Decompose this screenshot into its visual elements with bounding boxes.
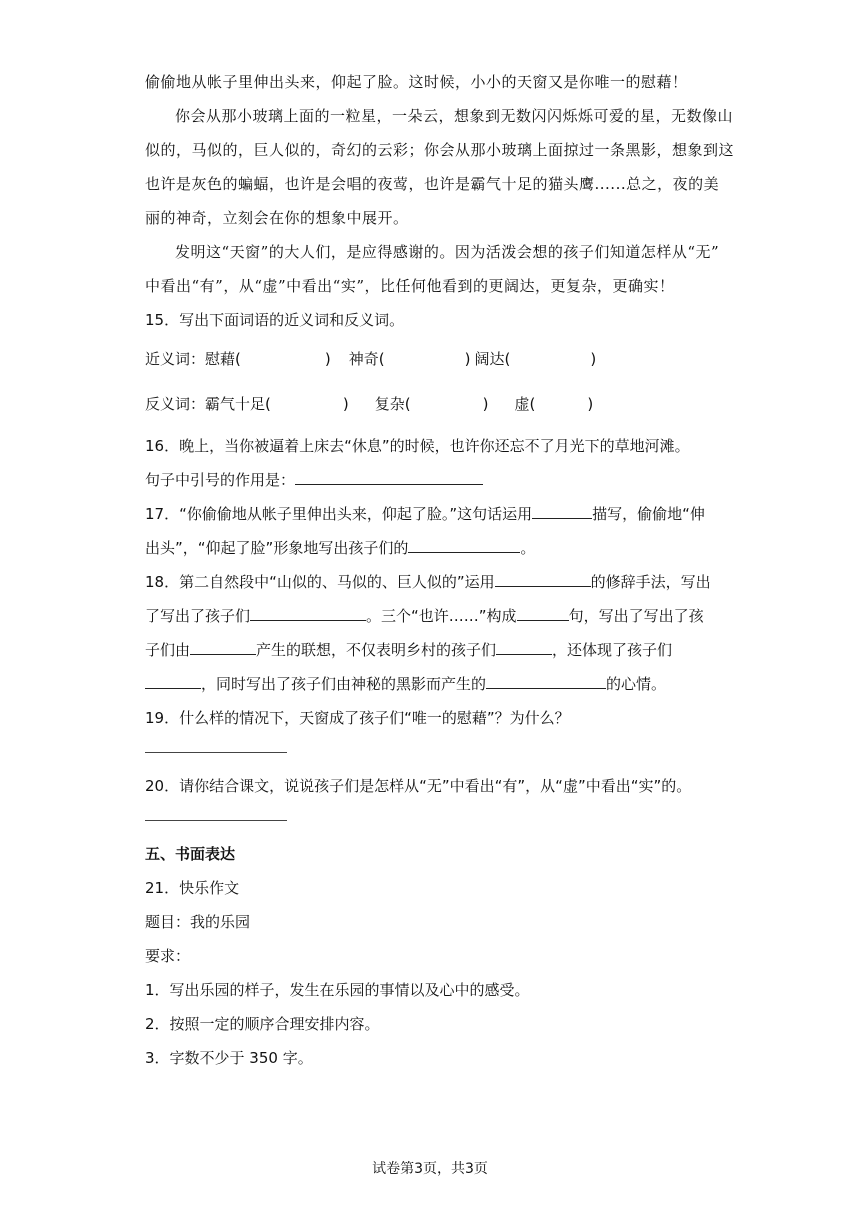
antonym-word: 霸气十足( xyxy=(205,395,271,413)
question-18-line4 xyxy=(145,674,666,694)
question-17-text: 17．“你偷偷地从帐子里伸出头来，仰起了脸。”这句话运用 xyxy=(145,505,533,523)
section-title: 五、书面表达 xyxy=(145,845,236,863)
requirement-item: 3．字数不少于 350 字。 xyxy=(145,1049,313,1067)
page-footer: 试卷第3页，共3页 xyxy=(372,1161,488,1177)
question-17-text: 。 xyxy=(520,539,536,557)
question-21-title: 21．快乐作文 xyxy=(145,879,240,897)
question-17-text: 描写，偷偷地“伸 xyxy=(592,505,705,523)
answer-blank[interactable] xyxy=(190,640,256,655)
answer-blank[interactable] xyxy=(496,640,552,655)
question-20-text: 20．请你结合课文，说说孩子们是怎样从“无”中看出“有”，从“虚”中看出“实”的。 xyxy=(145,777,692,795)
antonym-word: 复杂( xyxy=(374,395,411,413)
requirements-label: 要求： xyxy=(145,947,191,965)
answer-line[interactable] xyxy=(145,820,287,821)
question-18-text: 了写出了孩子们 xyxy=(145,607,251,625)
question-18-text: 的心情。 xyxy=(606,675,667,693)
question-15-title: 15．写出下面词语的近义词和反义词。 xyxy=(145,311,405,329)
passage-line: 也许是灰色的蝙蝠，也许是会唱的夜莺，也许是霸气十足的猫头鹰......总之，夜的美 xyxy=(145,175,720,193)
close-paren: ) xyxy=(342,395,349,413)
antonym-word: 虚( xyxy=(514,395,536,413)
close-paren: ) xyxy=(324,350,331,368)
answer-blank[interactable] xyxy=(495,572,591,587)
answer-blank[interactable] xyxy=(486,674,606,689)
question-17-text: 出头”，“仰起了脸”形象地写出孩子们的 xyxy=(145,539,409,557)
close-paren: ) xyxy=(482,395,489,413)
answer-blank[interactable] xyxy=(532,504,592,519)
question-19-text: 19．什么样的情况下，天窗成了孩子们“唯一的慰藉”？为什么？ xyxy=(145,709,570,727)
antonym-label: 反义词： xyxy=(145,395,206,413)
question-16-prompt xyxy=(145,470,483,490)
answer-blank[interactable] xyxy=(408,538,520,553)
close-paren: ) xyxy=(464,350,471,368)
requirement-item: 1．写出乐园的样子，发生在乐园的事情以及心中的感受。 xyxy=(145,981,530,999)
synonym-label: 近义词： xyxy=(145,350,206,368)
answer-line[interactable] xyxy=(145,752,287,753)
question-17-line1 xyxy=(145,504,705,524)
antonym-row xyxy=(145,394,593,414)
synonym-word: 慰藉( xyxy=(205,350,241,368)
question-18-text: 18．第二自然段中“山似的、马似的、巨人似的”运用 xyxy=(145,573,495,591)
question-18-text: ，还体现了孩子们 xyxy=(552,641,673,659)
requirement-item: 2．按照一定的顺序合理安排内容。 xyxy=(145,1015,380,1033)
passage-line: 似的，马似的，巨人似的，奇幻的云彩；你会从那小玻璃上面掠过一条黑影，想象到这 xyxy=(145,141,735,159)
passage-line: 发明这“天窗”的大人们，是应得感谢的。因为活泼会想的孩子们知道怎样从“无” xyxy=(175,243,720,261)
question-16-text: 16．晚上，当你被逼着上床去“休息”的时候，也许你还忘不了月光下的草地河滩。 xyxy=(145,437,690,455)
synonym-word: 神奇( xyxy=(348,350,385,368)
question-18-text: 子们由 xyxy=(145,641,191,659)
answer-blank[interactable] xyxy=(250,606,366,621)
question-18-text: 。三个“也许……”构成 xyxy=(366,607,517,625)
close-paren: ) xyxy=(587,395,594,413)
passage-line: 丽的神奇，立刻会在你的想象中展开。 xyxy=(145,209,409,227)
question-18-text: ，同时写出了孩子们由神秘的黑影而产生的 xyxy=(201,675,487,693)
question-18-text: 产生的联想，不仅表明乡村的孩子们 xyxy=(256,641,497,659)
answer-blank[interactable] xyxy=(517,606,569,621)
passage-line: 偷偷地从帐子里伸出头来，仰起了脸。这时候，小小的天窗又是你唯一的慰藉！ xyxy=(145,73,688,91)
passage-line: 中看出“有”，从“虚”中看出“实”，比任何他看到的更阔达，更复杂，更确实！ xyxy=(145,277,675,295)
synonym-row xyxy=(145,349,596,369)
answer-blank[interactable] xyxy=(295,470,483,485)
essay-topic: 题目：我的乐园 xyxy=(145,913,251,931)
question-18-text: 的修辞手法，写出 xyxy=(590,573,711,591)
question-18-line2 xyxy=(145,606,704,626)
answer-blank[interactable] xyxy=(145,674,201,689)
question-18-line3 xyxy=(145,640,672,660)
passage-line: 你会从那小玻璃上面的一粒星，一朵云，想象到无数闪闪烁烁可爱的星，无数像山 xyxy=(175,107,734,125)
question-18-text: 句，写出了写出了孩 xyxy=(568,607,704,625)
question-17-line2 xyxy=(145,538,535,558)
question-18-line1 xyxy=(145,572,711,592)
synonym-word: 阔达( xyxy=(474,350,511,368)
close-paren: ) xyxy=(590,350,597,368)
question-16-label: 句子中引号的作用是： xyxy=(145,471,296,489)
